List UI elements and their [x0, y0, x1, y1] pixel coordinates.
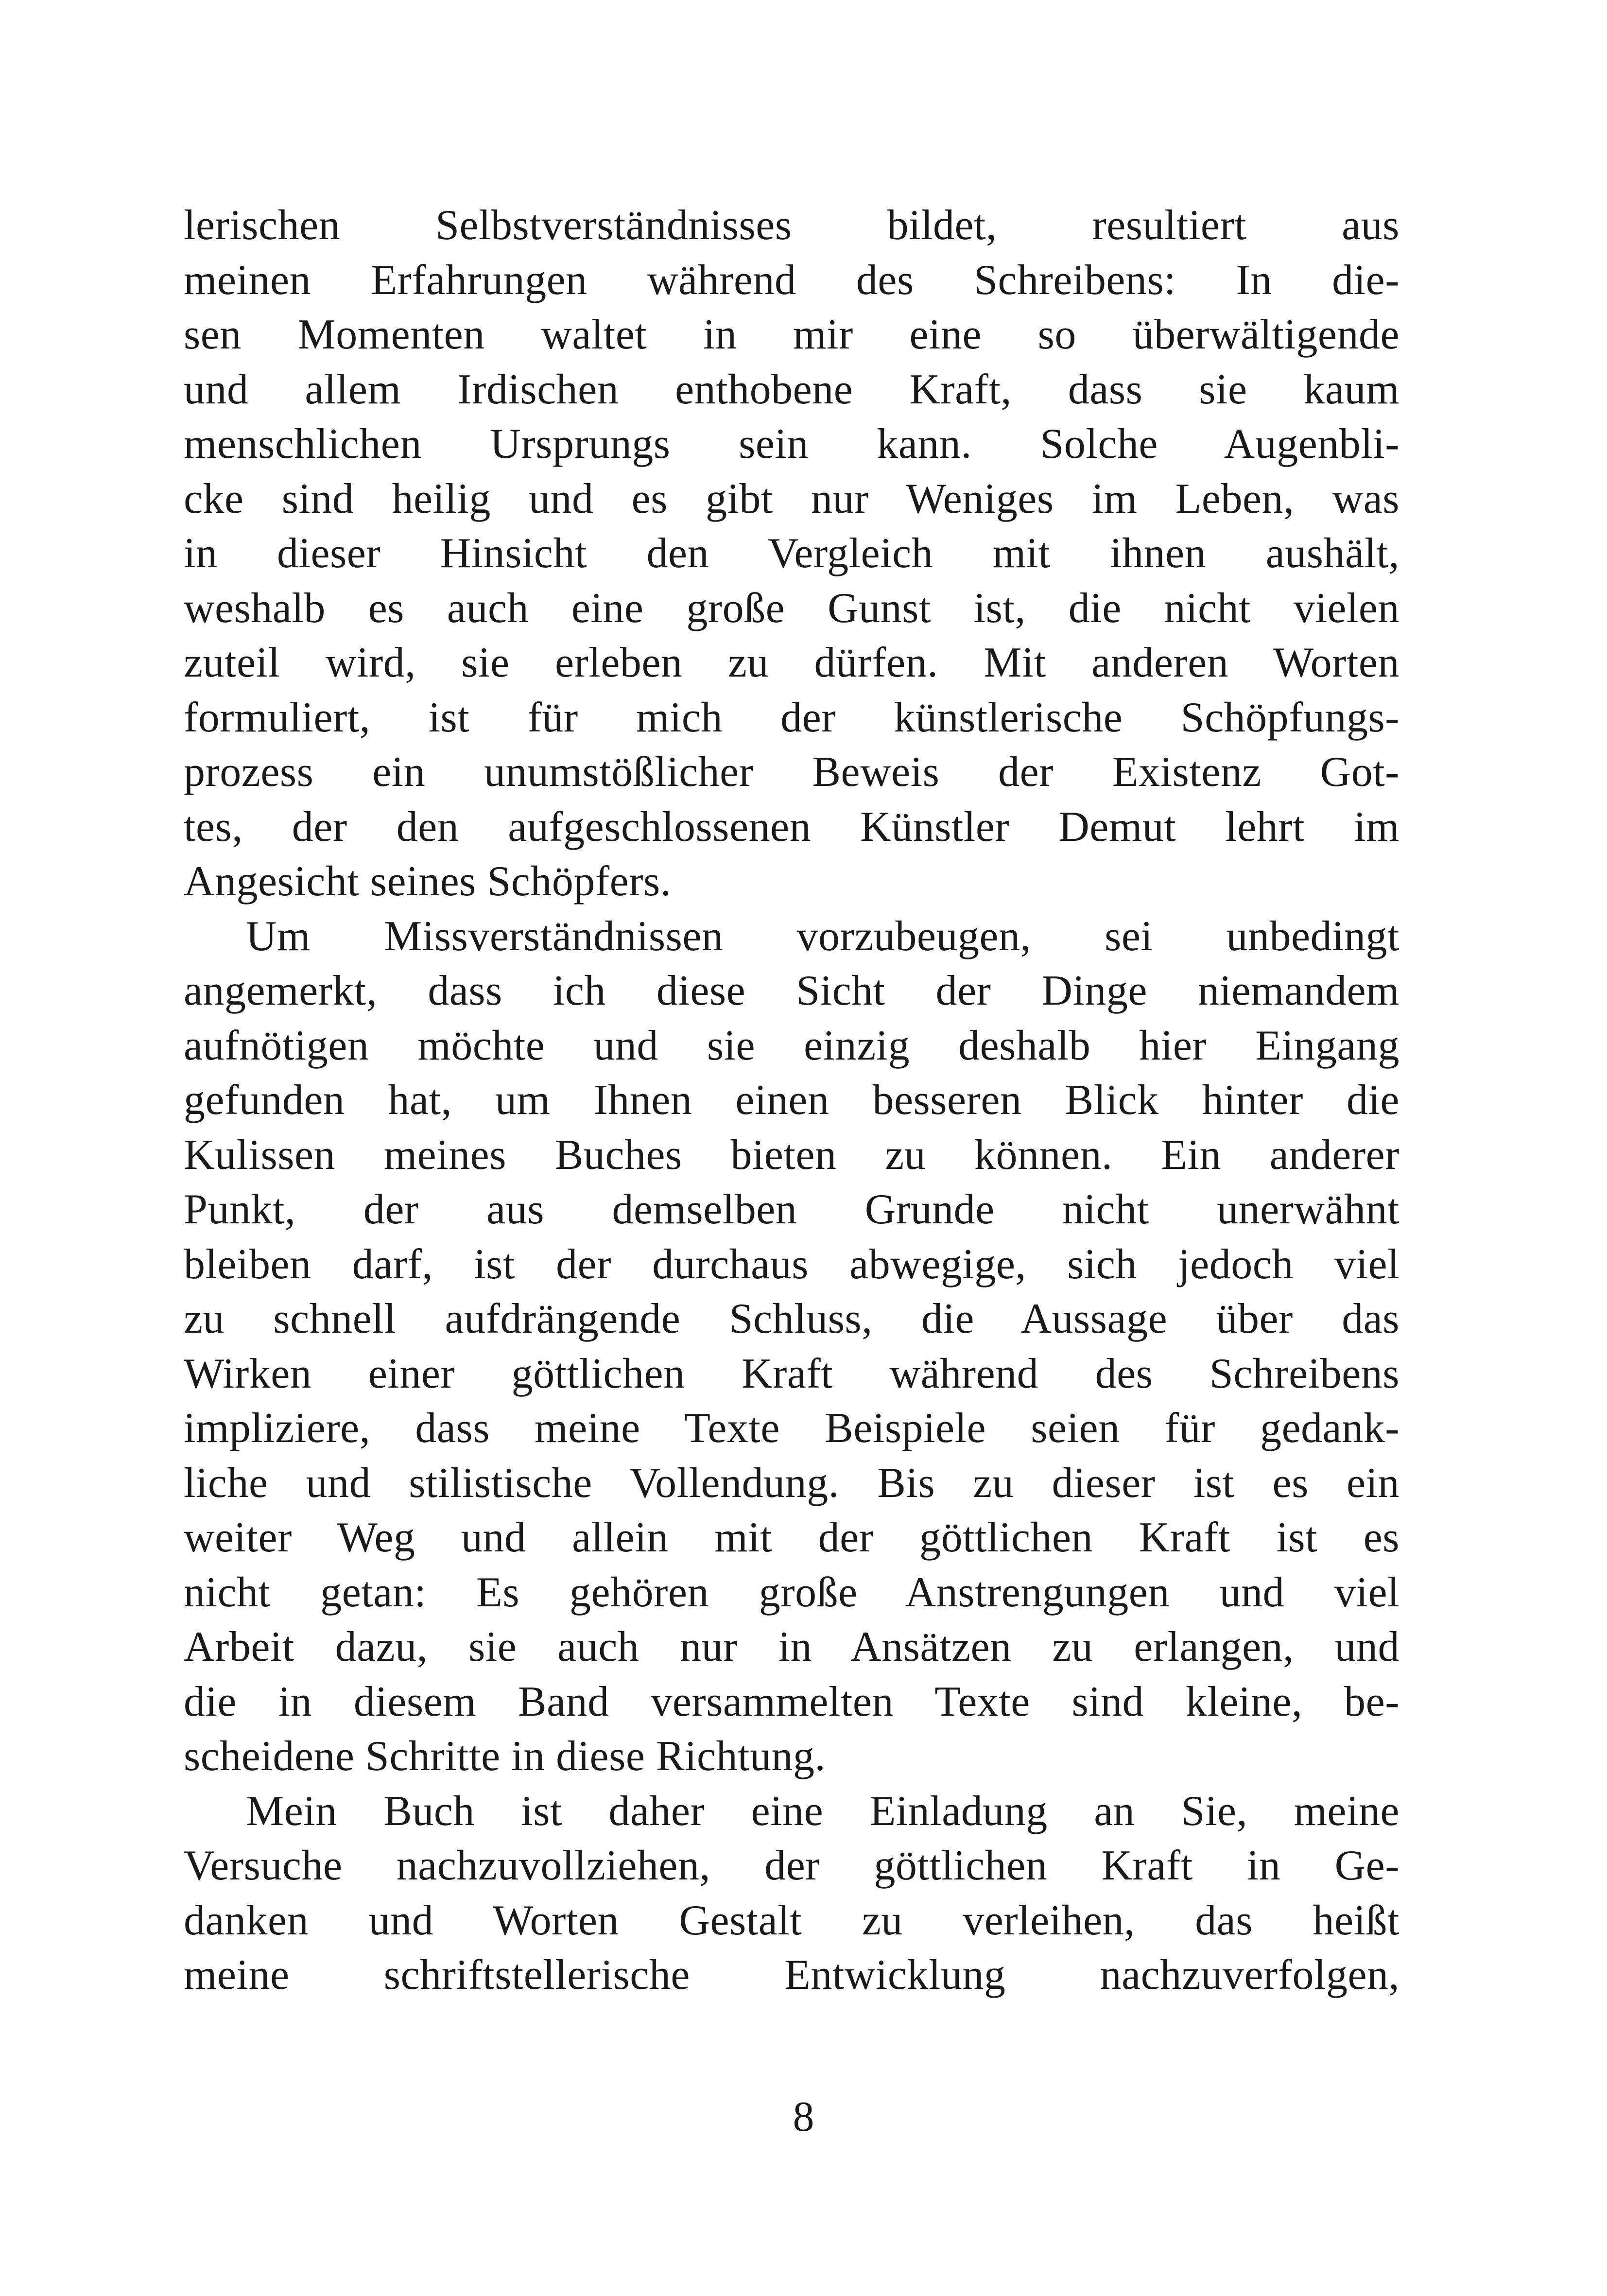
- text-line: Mein Buch ist daher eine Einladung an Sie, meine: [246, 1787, 1400, 1835]
- text-line: menschlichen Ursprungs sein kann. Solche Augenbli-: [184, 420, 1400, 468]
- text-line: Versuche nachzuvollziehen, der göttlichen Kraft in Ge-: [184, 1842, 1400, 1889]
- text-line: aufnötigen möchte und sie einzig deshalb hier Eingang: [184, 1022, 1400, 1069]
- text-line: und allem Irdischen enthobene Kraft, dass sie kaum: [184, 365, 1400, 413]
- text-line: Um Missverständnissen vorzubeugen, sei unbedingt: [246, 912, 1400, 960]
- text-line: Angesicht seines Schöpfers.: [184, 858, 672, 905]
- text-line: meine schriftstellerische Entwicklung nachzuverfolgen,: [184, 1951, 1400, 1999]
- text-line: prozess ein unumstößlicher Beweis der Existenz Got-: [184, 748, 1400, 796]
- text-line: weiter Weg und allein mit der göttlichen Kraft ist es: [184, 1514, 1400, 1561]
- text-line: lerischen Selbstverständnisses bildet, resultiert aus: [184, 202, 1400, 249]
- text-line: impliziere, dass meine Texte Beispiele seien für gedank-: [184, 1405, 1400, 1452]
- text-line: danken und Worten Gestalt zu verleihen, das heißt: [184, 1896, 1400, 1944]
- text-line: zuteil wird, sie erleben zu dürfen. Mit anderen Worten: [184, 639, 1400, 686]
- text-line: scheidene Schritte in diese Richtung.: [184, 1733, 826, 1780]
- text-line: weshalb es auch eine große Gunst ist, die nicht vielen: [184, 584, 1400, 632]
- text-line: Punkt, der aus demselben Grunde nicht unerwähnt: [184, 1186, 1400, 1233]
- text-line: sen Momenten waltet in mir eine so überwältigende: [184, 311, 1400, 358]
- text-line: liche und stilistische Vollendung. Bis zu dieser ist es ein: [184, 1459, 1400, 1507]
- text-line: nicht getan: Es gehören große Anstrengungen und viel: [184, 1568, 1400, 1616]
- body-text: [184, 198, 1400, 2003]
- text-line: Arbeit dazu, sie auch nur in Ansätzen zu erlangen, und: [184, 1623, 1400, 1670]
- text-line: angemerkt, dass ich diese Sicht der Dinge niemandem: [184, 967, 1400, 1014]
- text-line: Wirken einer göttlichen Kraft während des Schreibens: [184, 1350, 1400, 1397]
- page-number: 8: [793, 2093, 814, 2140]
- text-line: formuliert, ist für mich der künstlerische Schöpfungs-: [184, 694, 1400, 741]
- text-line: bleiben darf, ist der durchaus abwegige, sich jedoch viel: [184, 1240, 1400, 1288]
- text-line: tes, der den aufgeschlossenen Künstler Demut lehrt im: [184, 803, 1400, 851]
- text-line: die in diesem Band versammelten Texte sind kleine, be-: [184, 1678, 1400, 1725]
- text-line: zu schnell aufdrängende Schluss, die Aussage über das: [184, 1295, 1400, 1342]
- text-line: Kulissen meines Buches bieten zu können. Ein anderer: [184, 1131, 1400, 1179]
- text-line: gefunden hat, um Ihnen einen besseren Blick hinter die: [184, 1077, 1400, 1124]
- text-line: in dieser Hinsicht den Vergleich mit ihnen aushält,: [184, 530, 1400, 577]
- text-line: meinen Erfahrungen während des Schreibens: In die-: [184, 256, 1400, 304]
- text-line: cke sind heilig und es gibt nur Weniges im Leben, was: [184, 475, 1400, 522]
